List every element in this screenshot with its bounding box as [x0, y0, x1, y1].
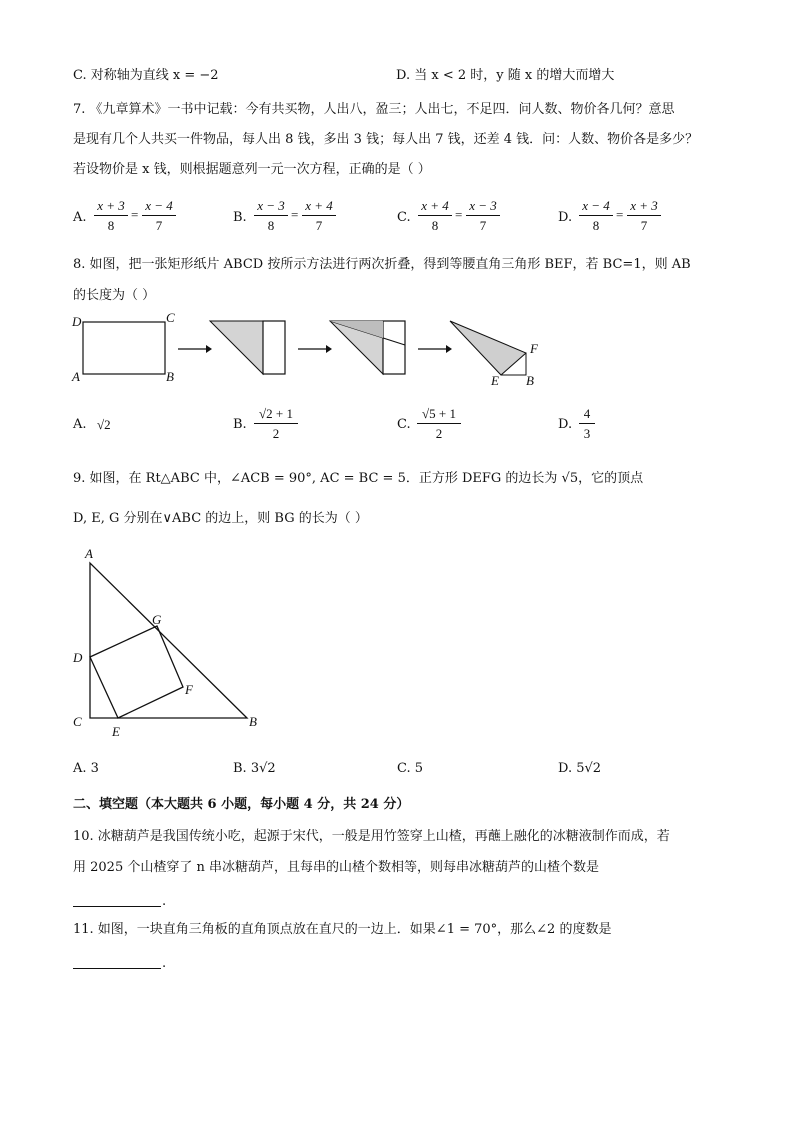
label-d: D [73, 650, 83, 665]
fraction-numerator: x − 4 [145, 198, 173, 213]
fraction-numerator: x + 3 [630, 198, 658, 213]
fraction-denominator: 2 [435, 426, 443, 441]
q6-option-c: C. 对称轴为直线 x = −2 [73, 68, 219, 83]
equals-sign: = [291, 207, 299, 222]
q10-text-line2: 用 2025 个山楂穿了 n 串冰糖葫芦，且每串的山楂个数相等，则每串冰糖葫芦的山楂个数是 [73, 860, 599, 875]
q8-folding-figure [60, 305, 560, 390]
fold-step-3-triangle-bef [450, 321, 526, 375]
q11-end-period: . [162, 956, 167, 971]
q8-option-b-fraction [254, 405, 298, 442]
q7-option-fraction-right [302, 197, 336, 234]
q9-option: B. 3√2 [233, 761, 276, 776]
equals-sign: = [131, 207, 139, 222]
q8-text-line1: 8. 如图，把一张矩形纸片 ABCD 按所示方法进行两次折叠，得到等腰直角三角形 BEF，若 BC=1，则 AB [73, 257, 691, 272]
fraction-denominator: 7 [479, 218, 487, 233]
arrow-right-icon [298, 345, 332, 353]
fraction-numerator: √2 + 1 [259, 406, 293, 421]
fraction-numerator: x − 4 [582, 198, 610, 213]
section-2-title: 二、填空题（本大题共 6 小题，每小题 4 分，共 24 分） [73, 797, 410, 812]
q9-text-line1: 9. 如图，在 Rt△ABC 中，∠ACB = 90°, AC = BC = 5．正方形 DEFG 的边长为 √5，它的顶点 [73, 471, 644, 486]
fraction-numerator: 4 [583, 406, 591, 421]
fraction-denominator: 8 [592, 218, 600, 233]
q8-option-a-value: √2 [97, 417, 111, 432]
fraction-numerator: x + 4 [305, 198, 333, 213]
q9-text-line2: D, E, G 分别在∨ABC 的边上，则 BG 的长为（ ） [73, 511, 368, 526]
q7-option-fraction-right [142, 197, 176, 234]
label-a: A [72, 369, 80, 384]
label-e: E [112, 724, 120, 739]
fraction-numerator: x − 3 [469, 198, 497, 213]
q11-text-line1: 11. 如图，一块直角三角板的直角顶点放在直尺的一边上．如果∠1 = 70°，那么∠2 的度数是 [73, 922, 612, 937]
q8-option-d-fraction [579, 405, 595, 442]
fraction-numerator: x − 3 [257, 198, 285, 213]
q8-option-d-label: D. [558, 417, 573, 432]
arrow-right-icon [178, 345, 212, 353]
q11-answer-blank[interactable] [73, 968, 161, 969]
equals-sign: = [455, 207, 463, 222]
square-defg [90, 626, 183, 718]
q8-option-c-label: C. [397, 417, 411, 432]
q9-option: D. 5√2 [558, 761, 602, 776]
q7-text-line2: 是现有几个人共买一件物品，每人出 8 钱，多出 3 钱；每人出 7 钱，还差 4 钱．问：人数、物价各是多少？ [73, 132, 699, 147]
fraction-denominator: 8 [107, 218, 115, 233]
fraction-denominator: 2 [272, 426, 280, 441]
fraction-numerator: x + 3 [97, 198, 125, 213]
q8-text-line2: 的长度为（ ） [73, 288, 156, 303]
label-b: B [166, 369, 174, 384]
q9-option: C. 5 [397, 761, 424, 776]
q9-triangle-figure [65, 540, 285, 740]
q7-option-fraction-right [466, 197, 500, 234]
label-a: A [85, 546, 93, 561]
q8-option-a-label: A. [73, 417, 87, 432]
fraction-denominator: 7 [155, 218, 163, 233]
label-c: C [73, 714, 82, 729]
q7-option-fraction-right [627, 197, 661, 234]
q7-option-label: B. [233, 210, 247, 225]
equals-sign: = [616, 207, 624, 222]
q7-option-label: D. [558, 210, 573, 225]
fraction-denominator: 3 [583, 426, 591, 441]
fraction-numerator: √5 + 1 [422, 406, 456, 421]
q7-option-fraction-left [94, 197, 128, 234]
label-b: B [249, 714, 257, 729]
rectangle-abcd [83, 322, 165, 374]
triangle-abc [90, 563, 247, 718]
fraction-denominator: 8 [431, 218, 439, 233]
q6-option-d: D. 当 x < 2 时，y 随 x 的增大而增大 [396, 68, 615, 83]
q8-option-b-label: B. [233, 417, 247, 432]
label-f: F [185, 682, 193, 697]
q7-text-line1: 7. 《九章算术》一书中记载：今有共买物，人出八，盈三；人出七，不足四．问人数、物价各几何？意思 [73, 102, 675, 117]
arrow-right-icon [418, 345, 452, 353]
label-d: D [72, 314, 82, 329]
label-c: C [166, 310, 175, 325]
q7-option-label: A. [73, 210, 87, 225]
fold-step-1 [210, 321, 285, 374]
q9-option: A. 3 [73, 761, 99, 776]
label-e: E [491, 373, 499, 388]
q7-option-label: C. [397, 210, 411, 225]
q7-option-fraction-left [579, 197, 613, 234]
q7-text-line3: 若设物价是 x 钱，则根据题意列一元一次方程，正确的是（ ） [73, 162, 431, 177]
fraction-denominator: 8 [267, 218, 275, 233]
label-b2: B [526, 373, 534, 388]
q7-option-fraction-left [254, 197, 288, 234]
q10-text-line1: 10. 冰糖葫芦是我国传统小吃，起源于宋代，一般是用竹签穿上山楂，再蘸上融化的冰糖液制作而成，若 [73, 829, 670, 844]
q10-end-period: . [162, 894, 167, 909]
label-f: F [530, 341, 538, 356]
fraction-denominator: 7 [315, 218, 323, 233]
q10-answer-blank[interactable] [73, 906, 161, 907]
q8-option-c-fraction [417, 405, 461, 442]
q7-option-fraction-left [418, 197, 452, 234]
fold-step-2 [330, 321, 405, 374]
fraction-numerator: x + 4 [421, 198, 449, 213]
label-g: G [152, 612, 162, 627]
fraction-denominator: 7 [640, 218, 648, 233]
